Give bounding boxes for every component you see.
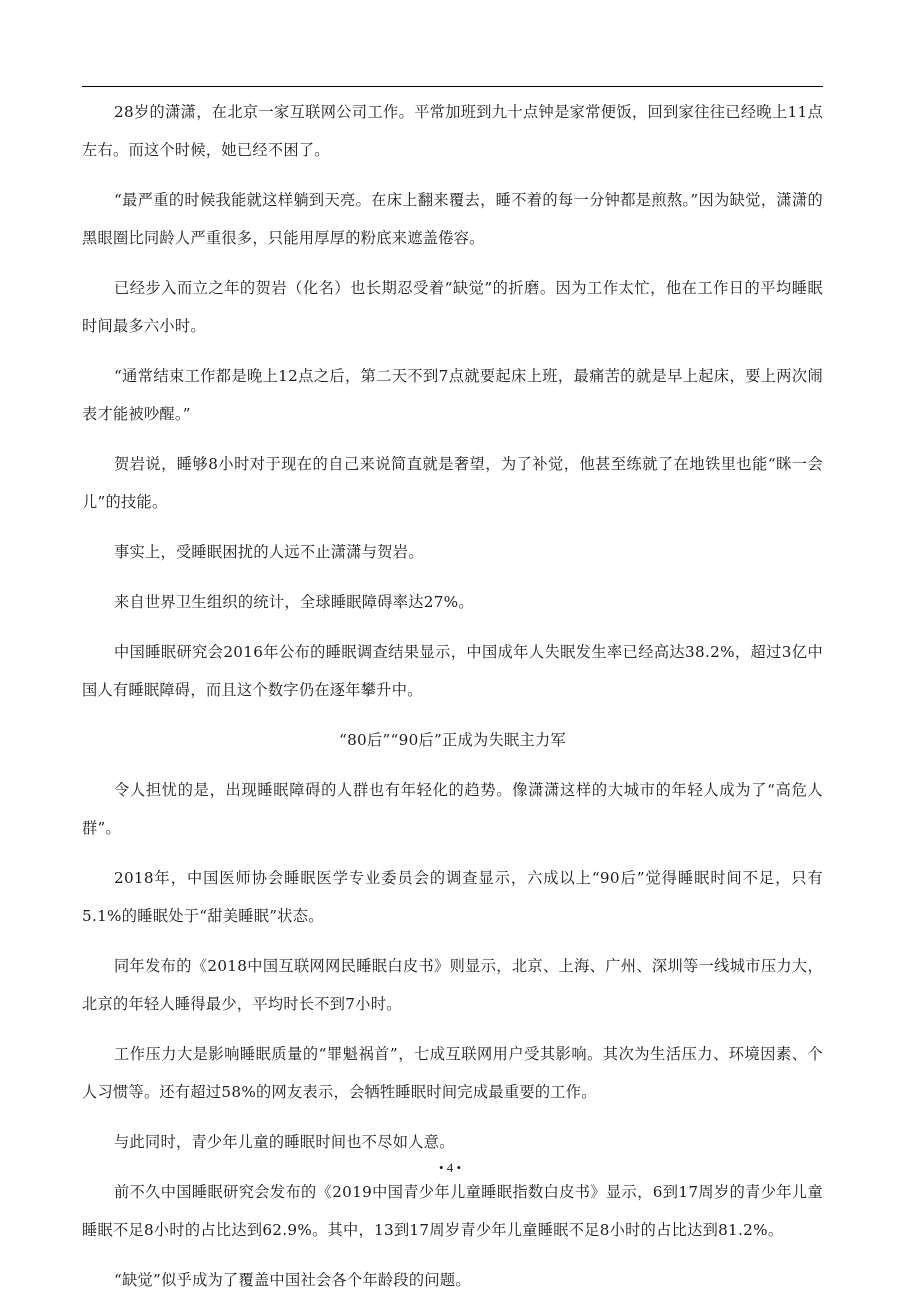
- paragraph: 2018年，中国医师协会睡眠医学专业委员会的调查显示，六成以上“90后”觉得睡眠时间不足，只有5.1%的睡眠处于“甜美睡眠”状态。: [82, 869, 823, 925]
- paragraph: 来自世界卫生组织的统计，全球睡眠障碍率达27%。: [114, 593, 474, 611]
- header-rule: [82, 86, 823, 87]
- paragraph: 令人担忧的是，出现睡眠障碍的人群也有年轻化的趋势。像潇潇这样的大城市的年轻人成为了“高危人群”。: [82, 781, 823, 837]
- paragraph: 工作压力大是影响睡眠质量的“罪魁祸首”，七成互联网用户受其影响。其次为生活压力、环境因素、个人习惯等。还有超过58%的网友表示，会牺牲睡眠时间完成最重要的工作。: [82, 1045, 823, 1101]
- paragraph: 中国睡眠研究会2016年公布的睡眠调查结果显示，中国成年人失眠发生率已经高达38.2%，超过3亿中国人有睡眠障碍，而且这个数字仍在逐年攀升中。: [82, 643, 823, 699]
- paragraph: “通常结束工作都是晚上12点之后，第二天不到7点就要起床上班，最痛苦的就是早上起床，要上两次闹表才能被吵醒。”: [82, 367, 823, 423]
- page-number: • 4 •: [438, 1160, 462, 1175]
- paragraph: 事实上，受睡眠困扰的人远不止潇潇与贺岩。: [114, 543, 424, 561]
- section-heading: “80后”“90后”正成为失眠主力军: [339, 731, 566, 749]
- paragraph: “最严重的时候我能就这样躺到天亮。在床上翻来覆去，睡不着的每一分钟都是煎熬。”因为缺觉，潇潇的黑眼圈比同龄人严重很多，只能用厚厚的粉底来遮盖倦容。: [82, 191, 823, 247]
- paragraph: 已经步入而立之年的贺岩（化名）也长期忍受着“缺觉”的折磨。因为工作太忙，他在工作日的平均睡眠时间最多六小时。: [82, 279, 823, 335]
- paragraph: “缺觉”似乎成为了覆盖中国社会各个年龄段的问题。: [114, 1271, 471, 1289]
- paragraph: 前不久中国睡眠研究会发布的《2019中国青少年儿童睡眠指数白皮书》显示，6到17周岁的青少年儿童睡眠不足8小时的占比达到62.9%。其中，13到17周岁青少年儿童睡眠不足8小时的占比达到81.2%。: [82, 1183, 823, 1239]
- article-body: [82, 93, 823, 1311]
- paragraph: 28岁的潇潇，在北京一家互联网公司工作。平常加班到九十点钟是家常便饭，回到家往往已经晚上11点左右。而这个时候，她已经不困了。: [82, 103, 823, 159]
- paragraph: 与此同时，青少年儿童的睡眠时间也不尽如人意。: [114, 1133, 455, 1151]
- paragraph: 贺岩说，睡够8小时对于现在的自己来说简直就是奢望，为了补觉，他甚至练就了在地铁里也能“眯一会儿”的技能。: [82, 455, 823, 511]
- paragraph: 同年发布的《2018中国互联网网民睡眠白皮书》则显示，北京、上海、广州、深圳等一线城市压力大，北京的年轻人睡得最少，平均时长不到7小时。: [82, 957, 823, 1013]
